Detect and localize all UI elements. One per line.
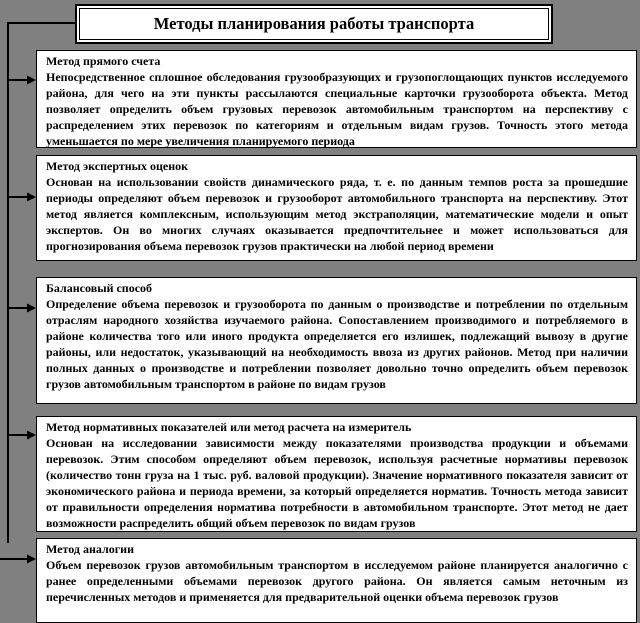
diagram-title-box	[75, 4, 553, 44]
method-body: Определение объема перевозок и грузооборота по данным о производстве и потреблении по отдельным отраслям народного хозяйства изучаемого района. Сопоставлением производимого и потребляемого в районе количества того или иного продукта определяется его излишек, подлежащий вывозу в другие районы, или недостаток, указывающий на необходимость ввоза из других районов. Метод при наличии полных данных о производстве и потреблении позволяет довольно точно определить объем перевозок грузов автомобильным транспортом в районе по видам грузов	[46, 297, 628, 391]
arrow-icon-3	[8, 304, 36, 313]
method-body: Основан на использовании свойств динамического ряда, т. е. по данным темпов роста за прошедшие периоды определяют объем перевозок и грузооборот автомобильного транспорта на перспективу. Этот метод является комплексным, использующим метод экстраполяции, математические модели и опыт экспертов. Он во многих случаях оказывается предпочтительнее и может использоваться для прогнозирования объема перевозок грузов практически на любой период времени	[46, 175, 628, 253]
method-title: Балансовый способ	[46, 281, 153, 295]
method-body: Непосредственное сплошное обследования грузообразующих и грузопоглощающих пунктов исследуемого района, для чего на эти пункты рассылаются специальные карточки грузооборота объекта. Метод позволяет определить объем грузовых перевозок автомобильным транспортом на перспективу с распределением этих перевозок по категориям и отдельным видам грузов. Точность этого метода уменьшается по мере увеличения планируемого периода	[46, 70, 628, 148]
method-title: Метод нормативных показателей или метод расчета на измеритель	[46, 420, 412, 434]
diagram-title-inner-frame	[79, 8, 549, 40]
method-box-normative-indicators	[36, 416, 637, 532]
method-body: Объем перевозок грузов автомобильным транспортом в исследуемом районе планируется аналогично с ранее определенными объемами перевозок другого района. Он является самым неточным из перечисленных методов и применяется для предварительной оценки объема перевозок грузов	[46, 558, 628, 604]
method-box-direct-count	[36, 50, 637, 148]
arrow-icon-1	[8, 76, 36, 85]
method-body: Основан на исследовании зависимости между показателями производства продукции и объемами перевозок. Этим способом определяют объем перевозок, используя расчетные нормативы перевозок (количество тонн груза на 1 тыс. руб. валовой продукции). Значение нормативного показателя зависит от экономического района и периода времени, за который определяется норматив. Точность метода зависит от правильности определения норматива потребности в автомобильном транспорте. Этот метод не дает возможности распределить общий объем перевозок по видам грузов	[46, 436, 628, 530]
arrow-icon-4	[8, 431, 36, 440]
arrow-icon-5	[0, 555, 36, 564]
method-title: Метод экспертных оценок	[46, 159, 189, 173]
diagram-title: Методы планирования работы транспорта	[153, 14, 475, 33]
method-box-expert-estimates	[36, 155, 637, 261]
method-title: Метод аналогии	[46, 542, 134, 556]
method-title: Метод прямого счета	[46, 54, 161, 68]
method-box-balance	[36, 277, 637, 404]
arrow-icon-2	[8, 193, 36, 202]
method-box-analogy	[36, 538, 637, 623]
